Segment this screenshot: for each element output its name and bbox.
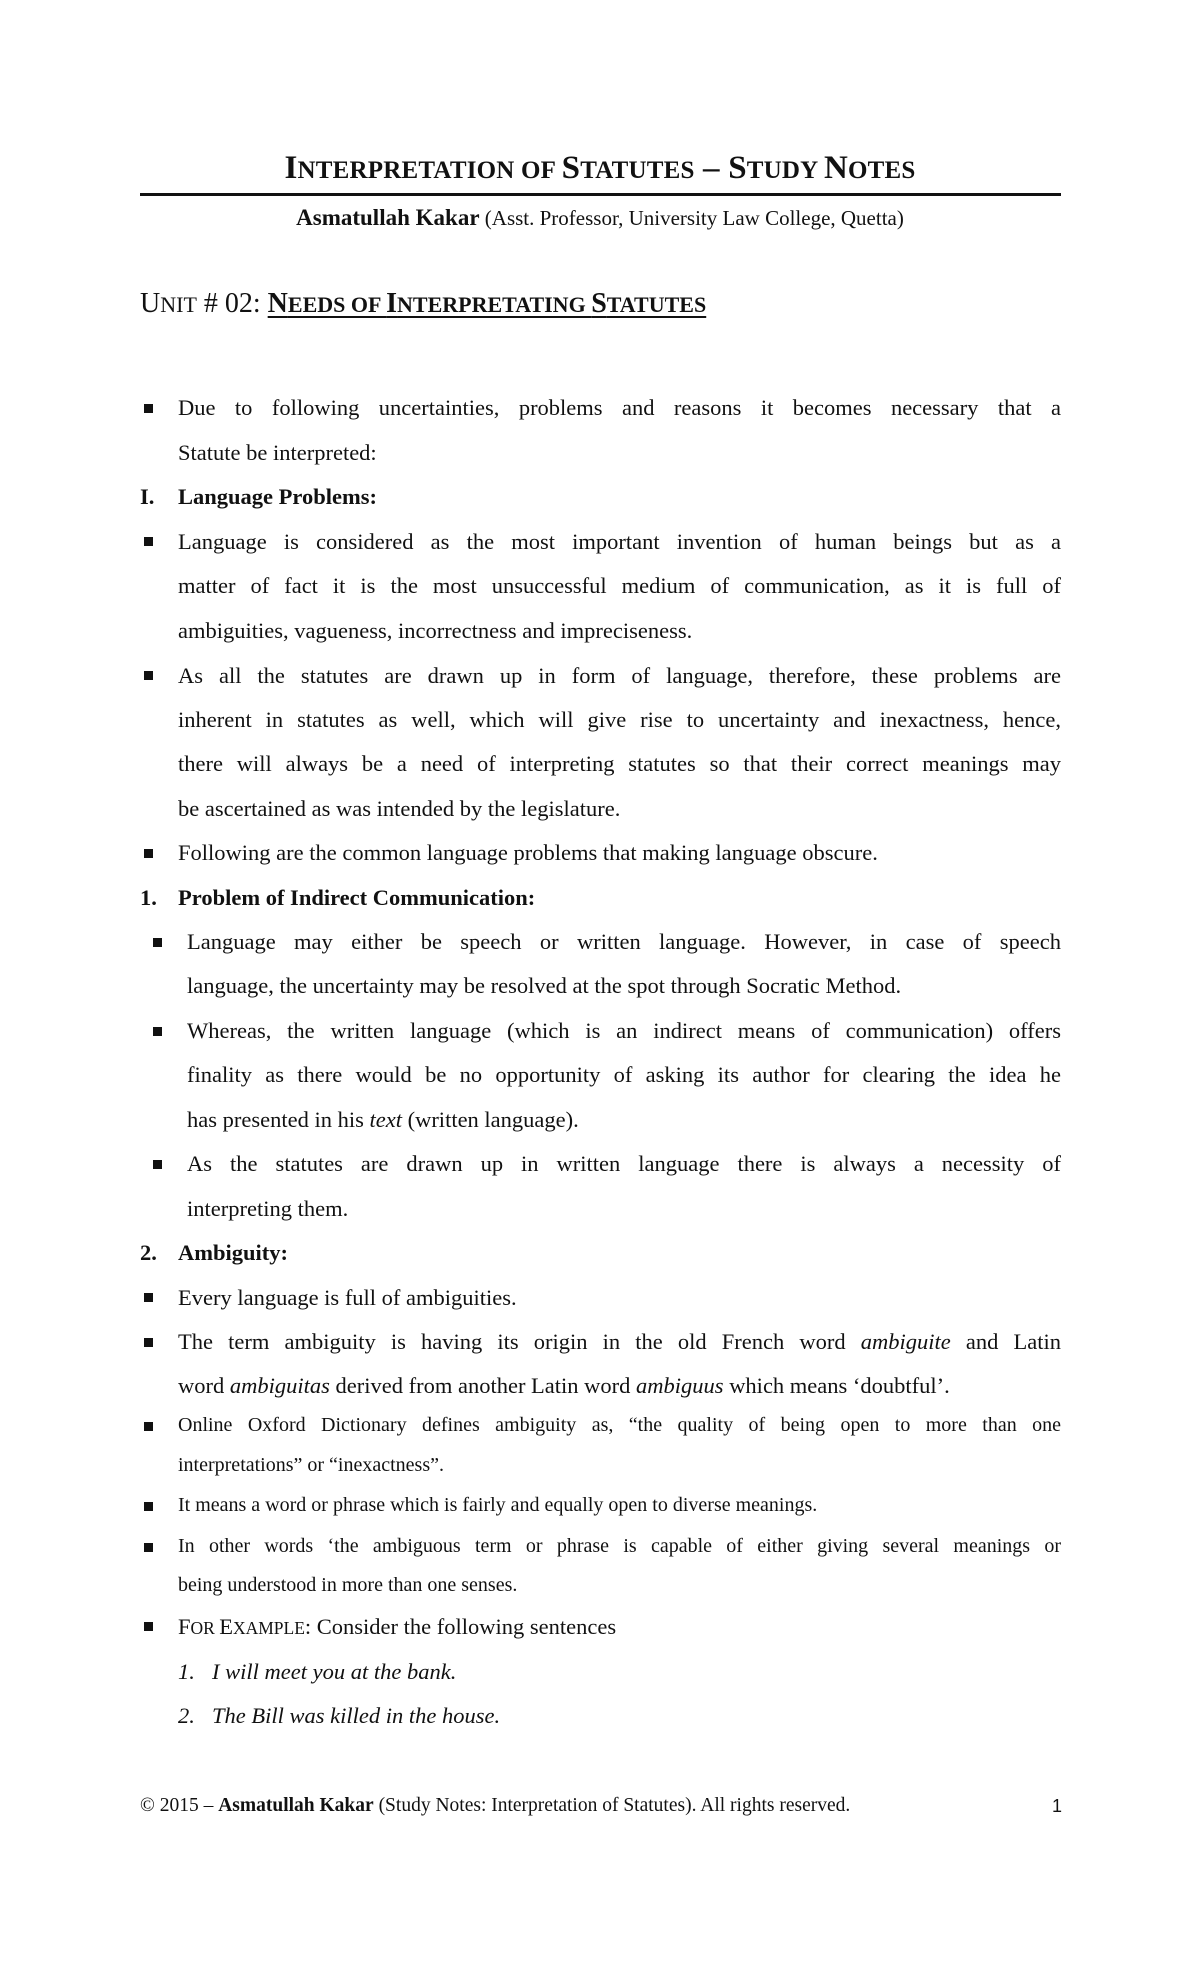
ic1-line-2: language, the uncertainty may be resolved at the spot through Socratic Method. xyxy=(187,973,902,998)
subsection-number: 2. xyxy=(140,1240,157,1265)
ic2-line-3: has presented in his text (written language). xyxy=(187,1107,579,1132)
bullet-icon xyxy=(144,1543,153,1552)
bullet-icon xyxy=(144,1338,153,1347)
lp1-line-2: matter of fact it is the most unsuccessful medium of communication, as it is full of xyxy=(178,573,1061,598)
intro-line-2: Statute be interpreted: xyxy=(178,440,377,465)
unit-heading: UNIT # 02: NEEDS OF INTERPRETATING STATUTES xyxy=(140,288,707,319)
am1-line-1: Every language is full of ambiguities. xyxy=(178,1285,517,1310)
lp1-line-3: ambiguities, vagueness, incorrectness and impreciseness. xyxy=(178,618,693,643)
lp2-line-4: be ascertained as was intended by the legislature. xyxy=(178,796,621,821)
document-title: INTERPRETATION OF STATUTES – STUDY NOTES xyxy=(284,150,916,186)
am5-line-1: In other words ‘the ambiguous term or phrase is capable of either giving several meanings or xyxy=(178,1535,1061,1557)
bullet-icon xyxy=(144,849,153,858)
ic3-line-1: As the statutes are drawn up in written language there is always a necessity of xyxy=(187,1151,1061,1176)
bullet-icon xyxy=(153,1160,162,1169)
author-name: Asmatullah Kakar xyxy=(296,205,480,230)
ic2-line-1: Whereas, the written language (which is an indirect means of communication) offers xyxy=(187,1018,1061,1043)
am2-line-2: word ambiguitas derived from another Latin word ambiguus which means ‘doubtful’. xyxy=(178,1373,950,1398)
author-affiliation: (Asst. Professor, University Law College, Quetta) xyxy=(484,206,904,230)
bullet-icon xyxy=(144,537,153,546)
bullet-icon xyxy=(144,1502,153,1511)
example-number: 2. xyxy=(178,1703,195,1728)
am4-line-1: It means a word or phrase which is fairly and equally open to diverse meanings. xyxy=(178,1494,818,1516)
footer-copyright: © 2015 – Asmatullah Kakar (Study Notes: Interpretation of Statutes). All rights reserved. xyxy=(140,1795,851,1816)
subsection-number: 1. xyxy=(140,885,157,910)
lp2-line-3: there will always be a need of interpreting statutes so that their correct meanings may xyxy=(178,751,1061,776)
title-divider xyxy=(140,193,1061,196)
ic1-line-1: Language may either be speech or written language. However, in case of speech xyxy=(187,929,1061,954)
am3-line-2: interpretations” or “inexactness”. xyxy=(178,1454,444,1476)
bullet-icon xyxy=(144,1622,153,1631)
bullet-icon xyxy=(144,1422,153,1431)
bullet-icon xyxy=(153,938,162,947)
bullet-icon xyxy=(144,1293,153,1302)
example-sentence-1: I will meet you at the bank. xyxy=(212,1659,457,1684)
section-heading-language-problems: Language Problems: xyxy=(178,484,377,509)
ic3-line-2: interpreting them. xyxy=(187,1196,349,1221)
am5-line-2: being understood in more than one senses. xyxy=(178,1574,518,1596)
bullet-icon xyxy=(144,404,153,413)
author-byline xyxy=(140,203,1060,233)
lp2-line-1: As all the statutes are drawn up in form of language, therefore, these problems are xyxy=(178,663,1061,688)
am2-line-1: The term ambiguity is having its origin in the old French word ambiguite and Latin xyxy=(178,1329,1061,1354)
example-number: 1. xyxy=(178,1659,195,1684)
am3-line-1: Online Oxford Dictionary defines ambiguity as, “the quality of being open to more than one xyxy=(178,1414,1061,1436)
ic2-line-2: finality as there would be no opportunity of asking its author for clearing the idea he xyxy=(187,1062,1061,1087)
bullet-icon xyxy=(153,1027,162,1036)
subsection-heading-indirect-communication: Problem of Indirect Communication: xyxy=(178,885,536,910)
intro-line-1: Due to following uncertainties, problems and reasons it becomes necessary that a xyxy=(178,395,1061,420)
bullet-icon xyxy=(144,671,153,680)
page-number: 1 xyxy=(1051,1796,1062,1816)
lp1-line-1: Language is considered as the most important invention of human beings but as a xyxy=(178,529,1061,554)
subsection-heading-ambiguity: Ambiguity: xyxy=(178,1240,289,1265)
example-intro: FOR EXAMPLE: Consider the following sentences xyxy=(178,1614,617,1639)
lp2-line-2: inherent in statutes as well, which will give rise to uncertainty and inexactness, hence, xyxy=(178,707,1061,732)
lp3-line-1: Following are the common language problems that making language obscure. xyxy=(178,840,878,865)
section-number: I. xyxy=(140,484,155,509)
example-sentence-2: The Bill was killed in the house. xyxy=(212,1703,501,1728)
